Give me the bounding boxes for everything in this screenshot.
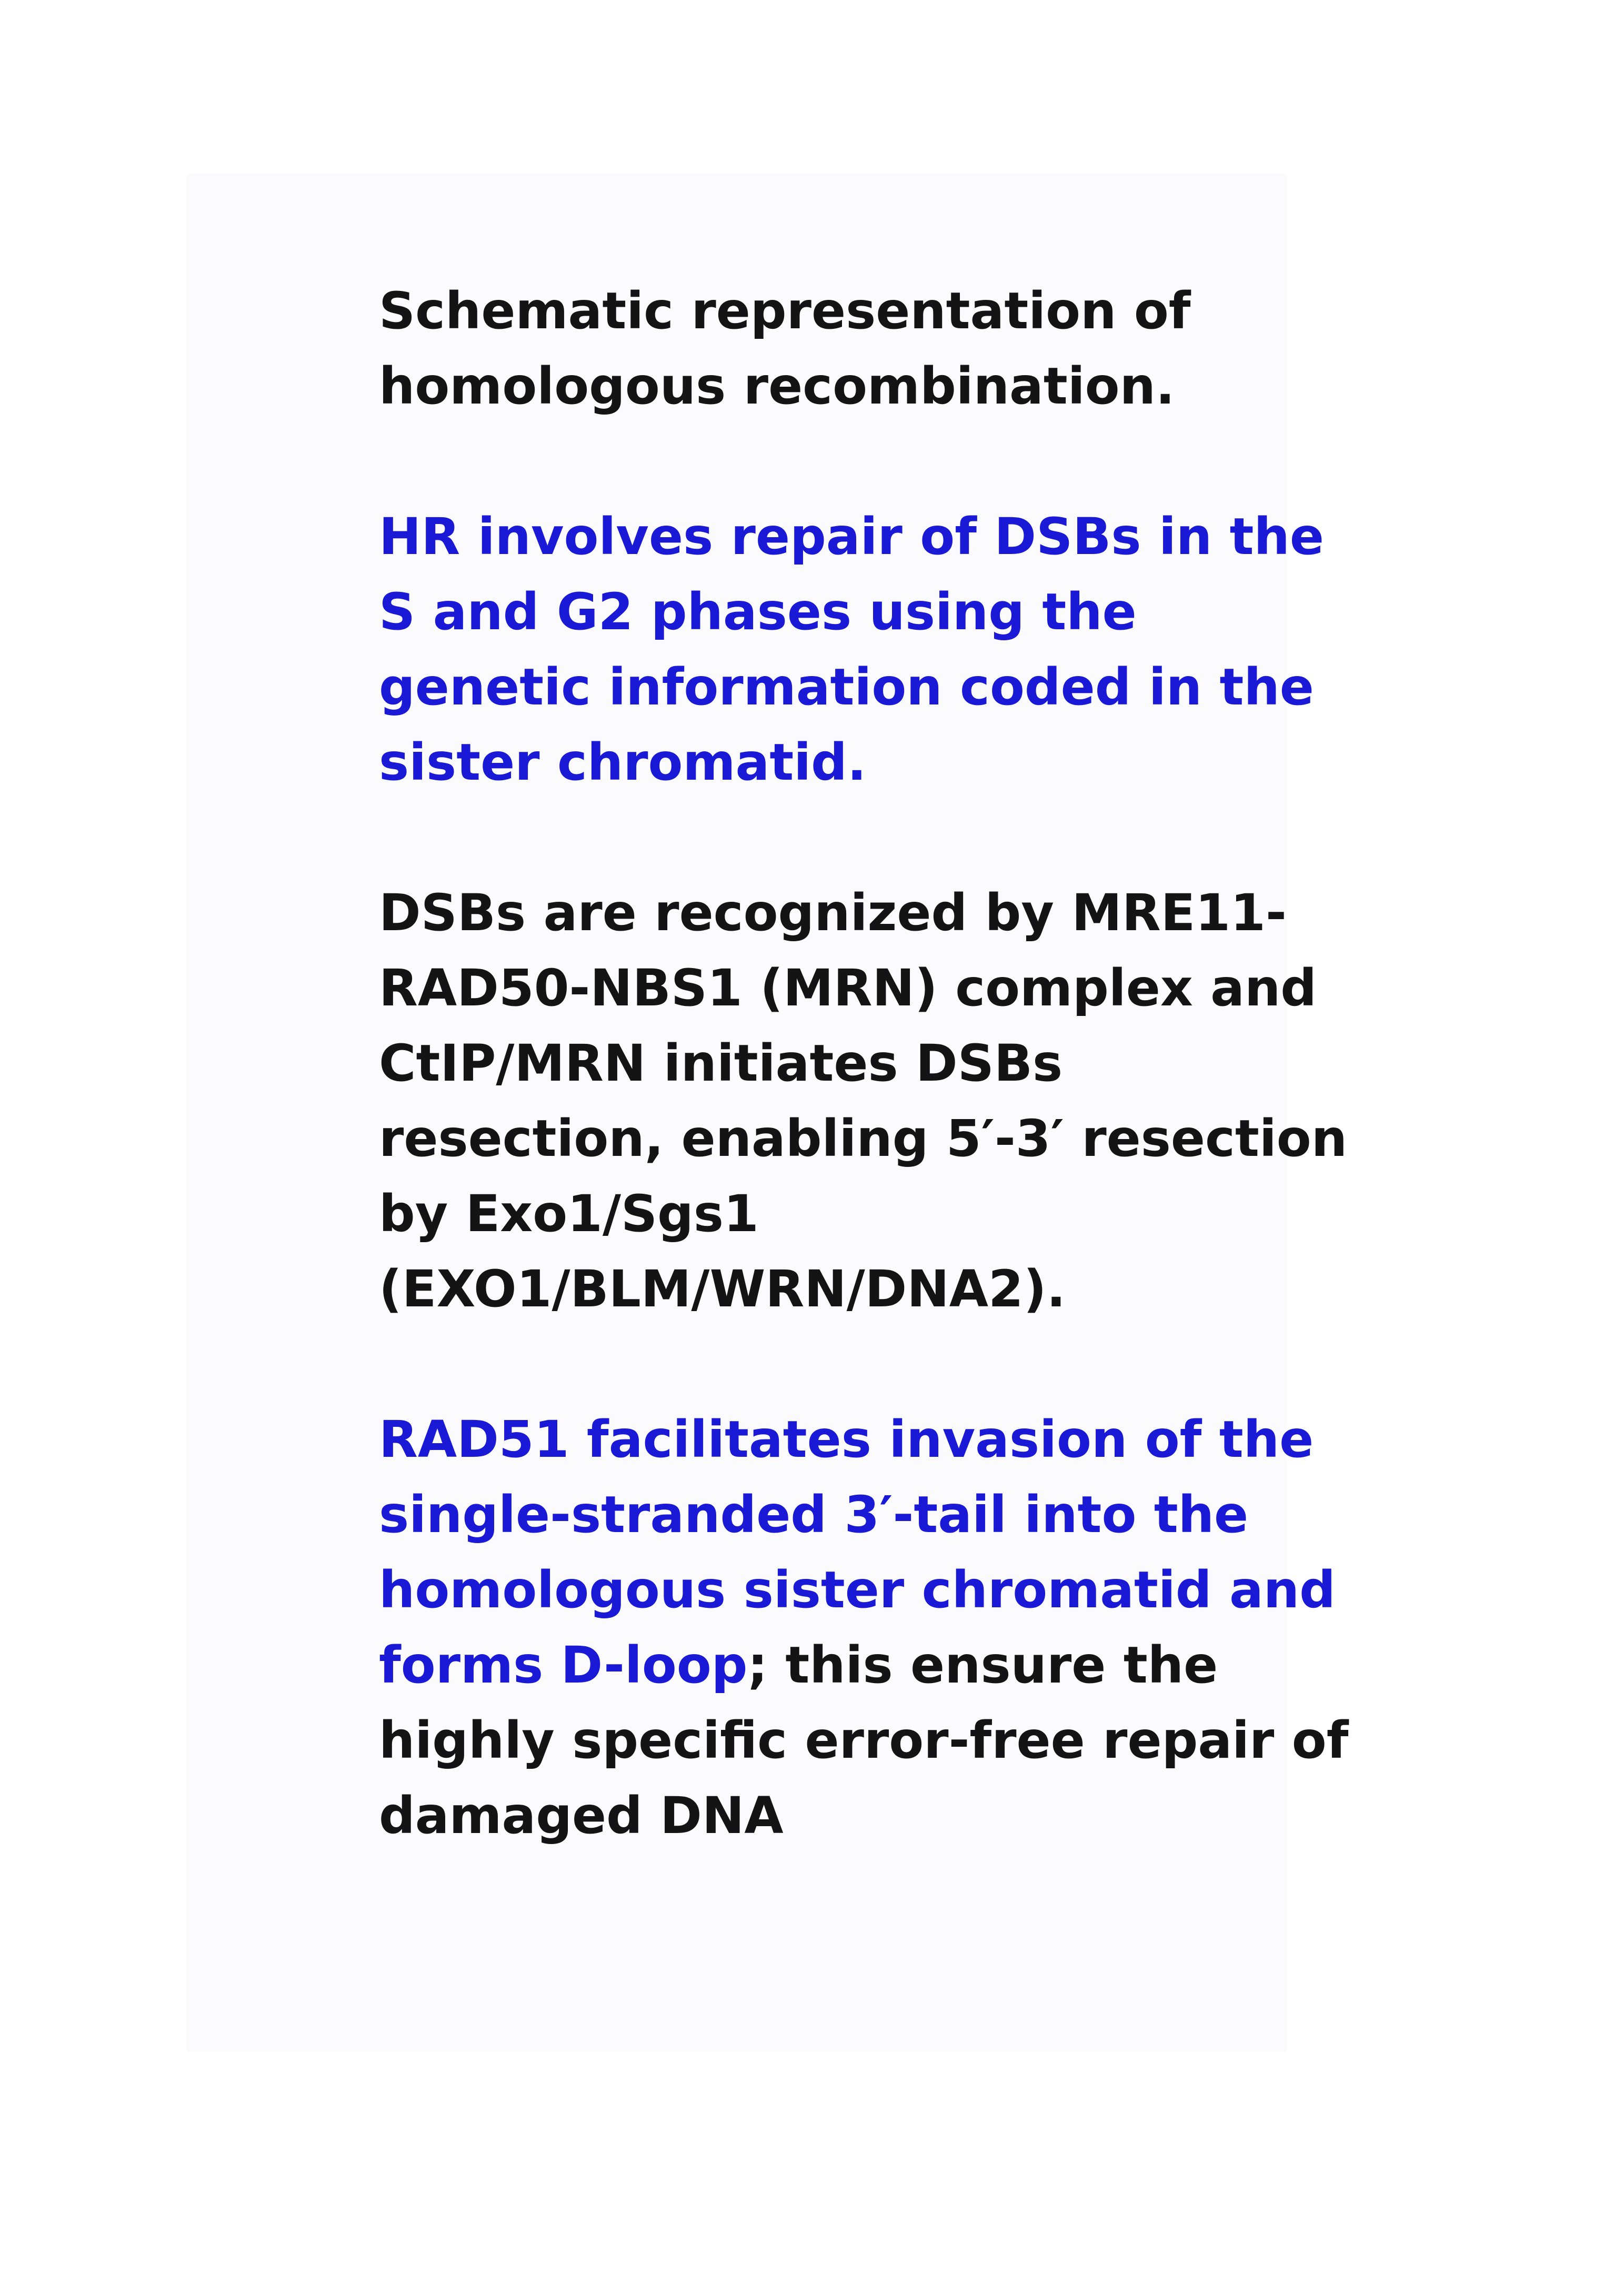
rad51-line: RAD51 facilitates invasion of the <box>379 1410 1314 1469</box>
dsb-line: DSBs are recognized by MRE11- <box>379 883 1287 942</box>
rad51-line: highly specific error-free repair of <box>379 1711 1349 1770</box>
hr-line: sister chromatid. <box>379 733 867 792</box>
rad51-dloop-text: forms D-loop <box>379 1636 748 1695</box>
hr-line: HR involves repair of DSBs in the <box>379 507 1324 566</box>
dsb-paragraph <box>379 875 1348 1327</box>
rad51-line-mixed <box>379 1628 1284 1703</box>
rad51-paragraph <box>379 1402 1349 1854</box>
rad51-ensure-text: ; this ensure the <box>747 1636 1218 1695</box>
dsb-line: resection, enabling 5′-3′ resection <box>379 1109 1348 1168</box>
hr-paragraph <box>379 499 1324 800</box>
rad51-line: damaged DNA <box>379 1786 784 1845</box>
title-line: Schematic representation of <box>379 281 1191 340</box>
dsb-line: by Exo1/Sgs1 <box>379 1184 759 1243</box>
rad51-line: single-stranded 3′-tail into the <box>379 1485 1249 1544</box>
dsb-line: RAD50-NBS1 (MRN) complex and <box>379 959 1317 1018</box>
dsb-line: CtIP/MRN initiates DSBs <box>379 1034 1063 1093</box>
rad51-line: homologous sister chromatid and <box>379 1560 1336 1619</box>
hr-line: S and G2 phases using the <box>379 582 1137 641</box>
title-line: homologous recombination. <box>379 357 1175 416</box>
document-body <box>379 274 1349 1929</box>
dsb-line: (EXO1/BLM/WRN/DNA2). <box>379 1260 1066 1318</box>
hr-line: genetic information coded in the <box>379 658 1314 717</box>
title <box>379 274 1284 424</box>
